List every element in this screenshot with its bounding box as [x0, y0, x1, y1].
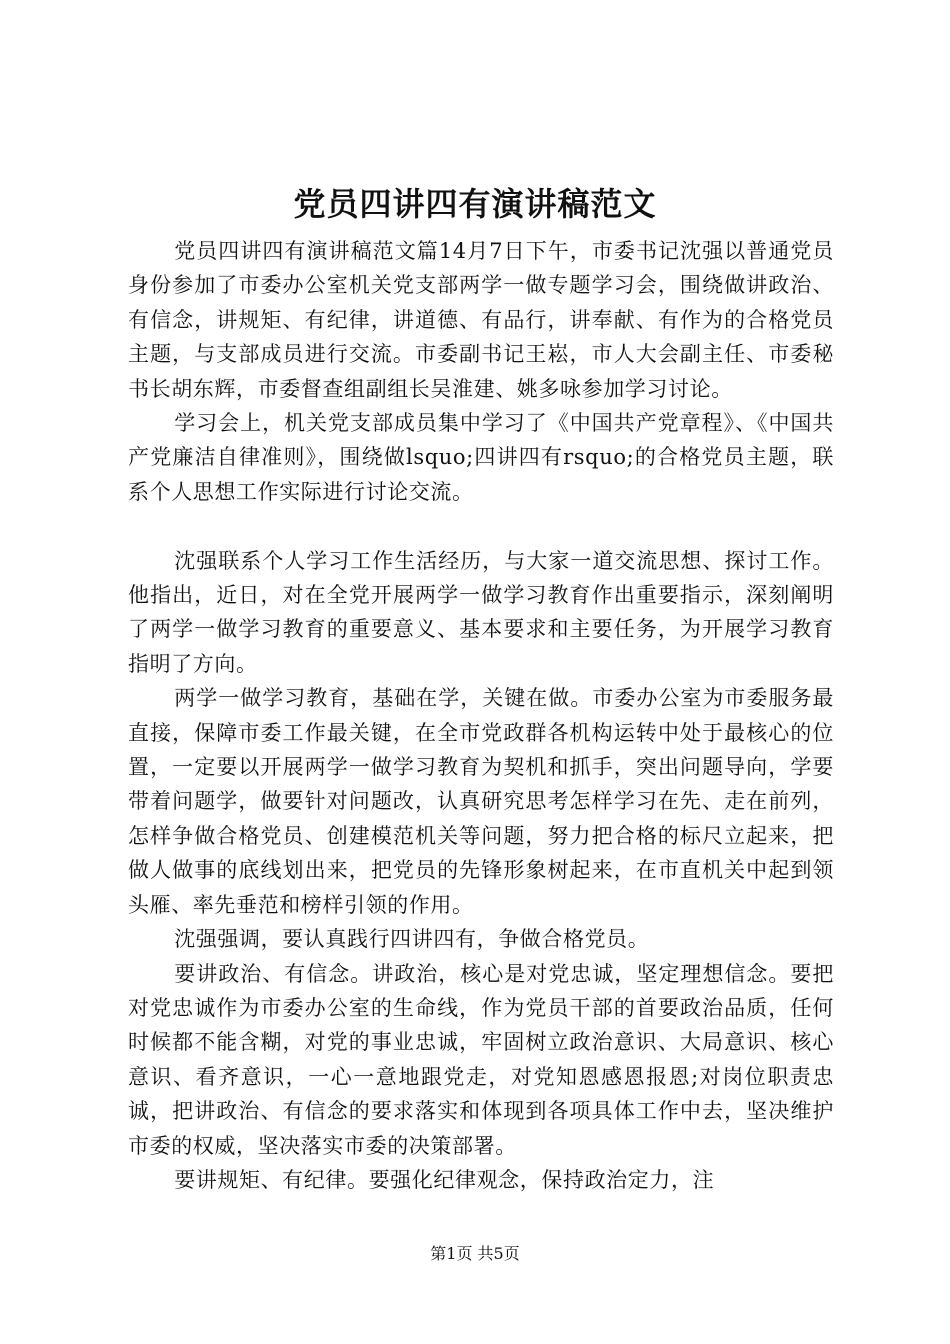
paragraph: 学习会上，机关党支部成员集中学习了《中国共产党章程》、《中国共产党廉洁自律准则》，围绕做lsquo;四讲四有rsquo;的合格党员主题，联系个人思想工作实际进行讨论交流。: [128, 411, 834, 504]
document-body: [128, 234, 834, 1197]
paragraph: 党员四讲四有演讲稿范文篇14月7日下午，市委书记沈强以普通党员身份参加了市委办公室机关党支部两学一做专题学习会，围绕做讲政治、有信念，讲规矩、有纪律，讲道德、有品行，讲奉献、有作为的合格党员主题，与支部成员进行交流。市委副书记王崧，市人大会副主任、市委秘书长胡东辉，市委督查组副组长吴淮建、姚多咏参加学习讨论。: [128, 239, 834, 401]
paragraph: 两学一做学习教育，基础在学，关键在做。市委办公室为市委服务最直接，保障市委工作最关键，在全市党政群各机构运转中处于最核心的位置，一定要以开展两学一做学习教育为契机和抓手，突出问题导向，学要带着问题学，做要针对问题改，认真研究思考怎样学习在先、走在前列，怎样争做合格党员、创建模范机关等问题，努力把合格的标尺立起来，把做人做事的底线划出来，把党员的先锋形象树起来，在市直机关中起到领头雁、率先垂范和榜样引领的作用。: [128, 686, 834, 917]
paragraph: 要讲规矩、有纪律。要强化纪律观念，保持政治定力，注: [174, 1167, 715, 1192]
page-footer: 第1页 共5页: [430, 1244, 520, 1263]
paragraph: 沈强强调，要认真践行四讲四有，争做合格党员。: [174, 927, 650, 952]
document-title: 党员四讲四有演讲稿范文: [293, 185, 657, 223]
paragraph: 要讲政治、有信念。讲政治，核心是对党忠诚，坚定理想信念。要把对党忠诚作为市委办公室的生命线，作为党员干部的首要政治品质，任何时候都不能含糊，对党的事业忠诚，牢固树立政治意识、大局意识、核心意识、看齐意识，一心一意地跟党走，对党知恩感恩报恩;对岗位职责忠诚，把讲政治、有信念的要求落实和体现到各项具体工作中去，坚决维护市委的权威，坚决落实市委的决策部署。: [128, 961, 834, 1158]
paragraph: 沈强联系个人学习工作生活经历，与大家一道交流思想、探讨工作。他指出，近日，对在全党开展两学一做学习教育作出重要指示，深刻阐明了两学一做学习教育的重要意义、基本要求和主要任务，为开展学习教育指明了方向。: [128, 548, 834, 676]
